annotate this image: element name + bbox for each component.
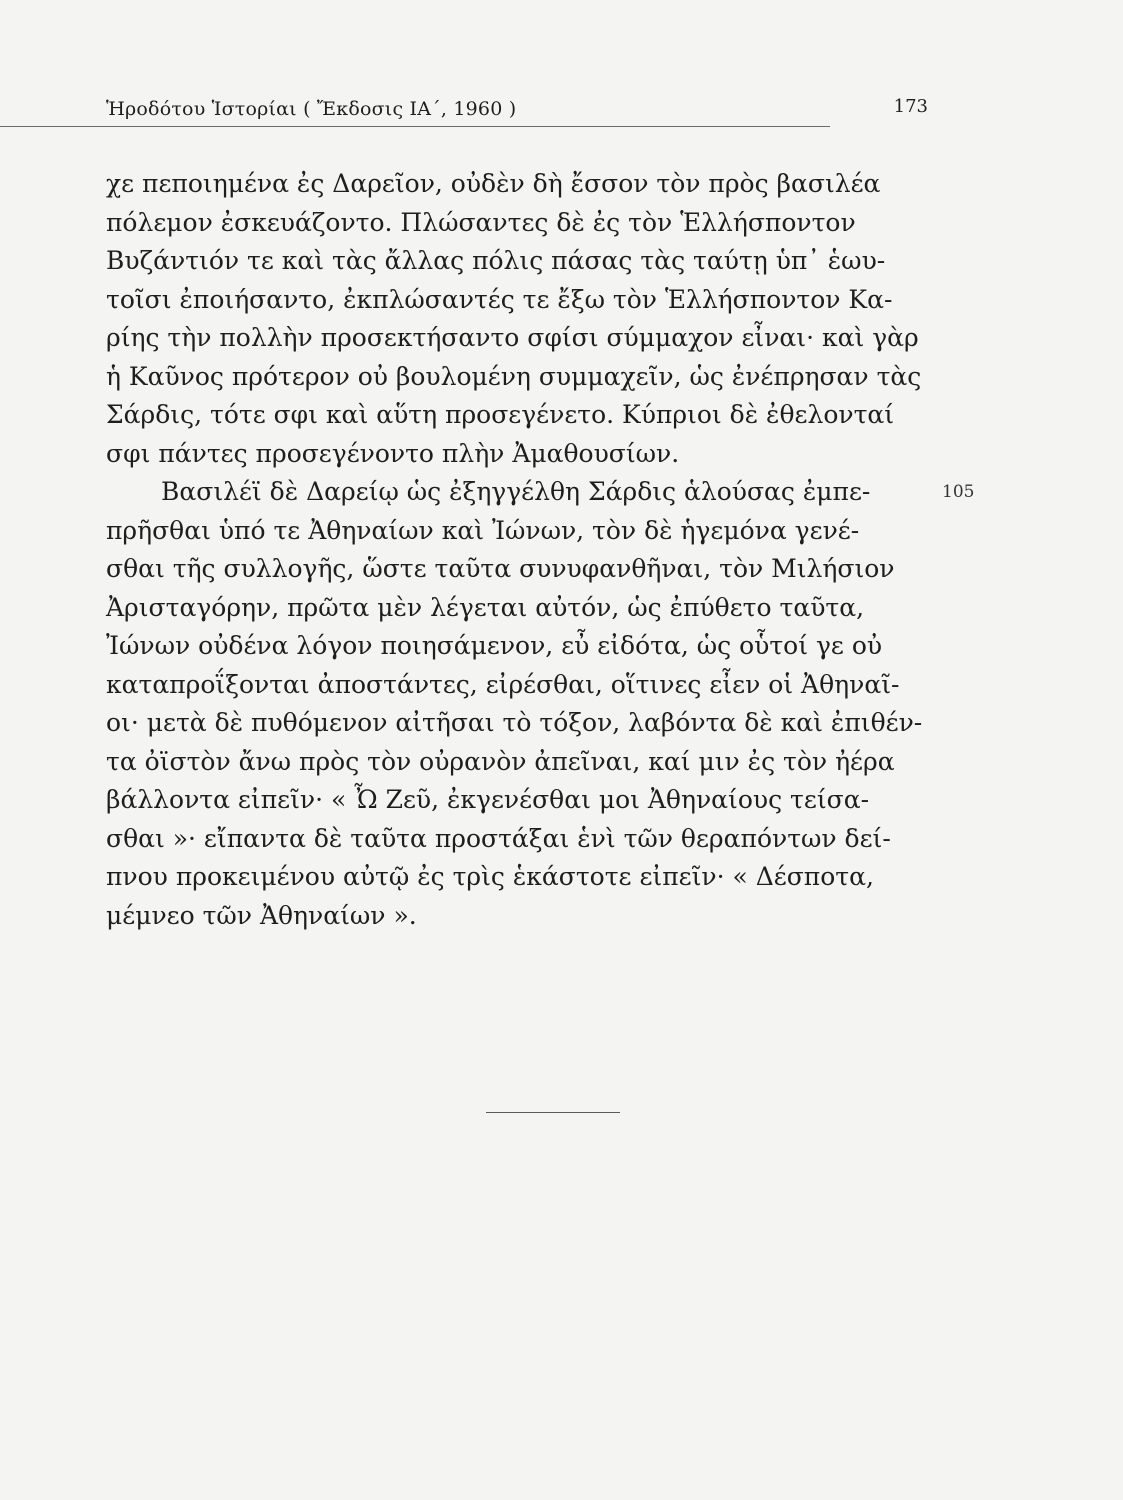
text-line: χε πεποιημένα ἐς Δαρεῖον, οὐδὲν δὴ ἔσσον τὸν πρὸς βασιλέα — [106, 169, 881, 198]
text-line: σθαι »· εἴπαντα δὲ ταῦτα προστάξαι ἑνὶ τῶν θεραπόντων δεί- — [106, 823, 891, 853]
header-rule — [0, 126, 830, 127]
text-line: τα ὀϊστὸν ἄνω πρὸς τὸν οὐρανὸν ἀπεῖναι, καί μιν ἐς τὸν ἠέρα — [106, 746, 895, 776]
text-line: Βυζάντιόν τε καὶ τὰς ἄλλας πόλις πάσας τὰς ταύτῃ ὑπ᾽ ἑωυ- — [106, 246, 886, 275]
running-header — [106, 92, 936, 126]
text-line: τοῖσι ἐποιήσαντο, ἐκπλώσαντές τε ἔξω τὸν Ἑλλήσποντον Κα- — [106, 284, 893, 314]
page-number: 173 — [893, 96, 928, 117]
text-line: Σάρδις, τότε σφι καὶ αὕτη προσεγένετο. Κύπριοι δὲ ἐθελονταί — [106, 400, 895, 429]
section-end-rule — [486, 1112, 620, 1113]
chapter-number: 105 — [942, 482, 975, 502]
text-line: ἡ Καῦνος πρότερον οὐ βουλομένη συμμαχεῖν, ὡς ἐνέπρησαν τὰς — [106, 361, 922, 391]
text-line: πρῆσθαι ὑπό τε Ἀθηναίων καὶ Ἰώνων, τὸν δὲ ἡγεμόνα γενέ- — [106, 515, 860, 545]
text-line: βάλλοντα εἰπεῖν· « Ὦ Ζεῦ, ἐκγενέσθαι μοι Ἀθηναίους τείσα- — [106, 785, 870, 814]
paragraph-first-line: Βασιλέϊ δὲ Δαρείῳ ὡς ἐξηγγέλθη Σάρδις ἁλούσας ἐμπε- 105 — [106, 473, 936, 512]
text-line: Ἰώνων οὐδένα λόγον ποιησάμενον, εὖ εἰδότα, ὡς οὗτοί γε οὐ — [106, 631, 883, 660]
text-line: οι· μετὰ δὲ πυθόμενον αἰτῆσαι τὸ τόξον, λαβόντα δὲ καὶ ἐπιθέν- — [106, 708, 923, 737]
text-line: ρίης τὴν πολλὴν προσεκτήσαντο σφίσι σύμμαχον εἶναι· καὶ γὰρ — [106, 323, 919, 352]
text-line: σφι πάντες προσεγένοντο πλὴν Ἀμαθουσίων. — [106, 438, 680, 468]
greek-text-body — [106, 165, 975, 935]
running-title: Ἡροδότου Ἱστορίαι ( Ἔκδοσις ΙΑ΄, 1960 ) — [106, 98, 517, 120]
text-line: σθαι τῆς συλλογῆς, ὥστε ταῦτα συνυφανθῆναι, τὸν Μιλήσιον — [106, 554, 895, 583]
text-line: πνου προκειμένου αὐτῷ ἐς τρὶς ἑκάστοτε εἰπεῖν· « Δέσποτα, — [106, 862, 874, 891]
text-line: μέμνεο τῶν Ἀθηναίων ». — [106, 900, 417, 930]
text-line: πόλεμον ἐσκευάζοντο. Πλώσαντες δὲ ἐς τὸν Ἑλλήσποντον — [106, 207, 856, 237]
text-line: καταπροΐξονται ἀποστάντες, εἰρέσθαι, οἵτινες εἶεν οἱ Ἀθηναῖ- — [106, 669, 900, 699]
text-line: Ἀρισταγόρην, πρῶτα μὲν λέγεται αὐτόν, ὡς ἐπύθετο ταῦτα, — [106, 592, 865, 622]
